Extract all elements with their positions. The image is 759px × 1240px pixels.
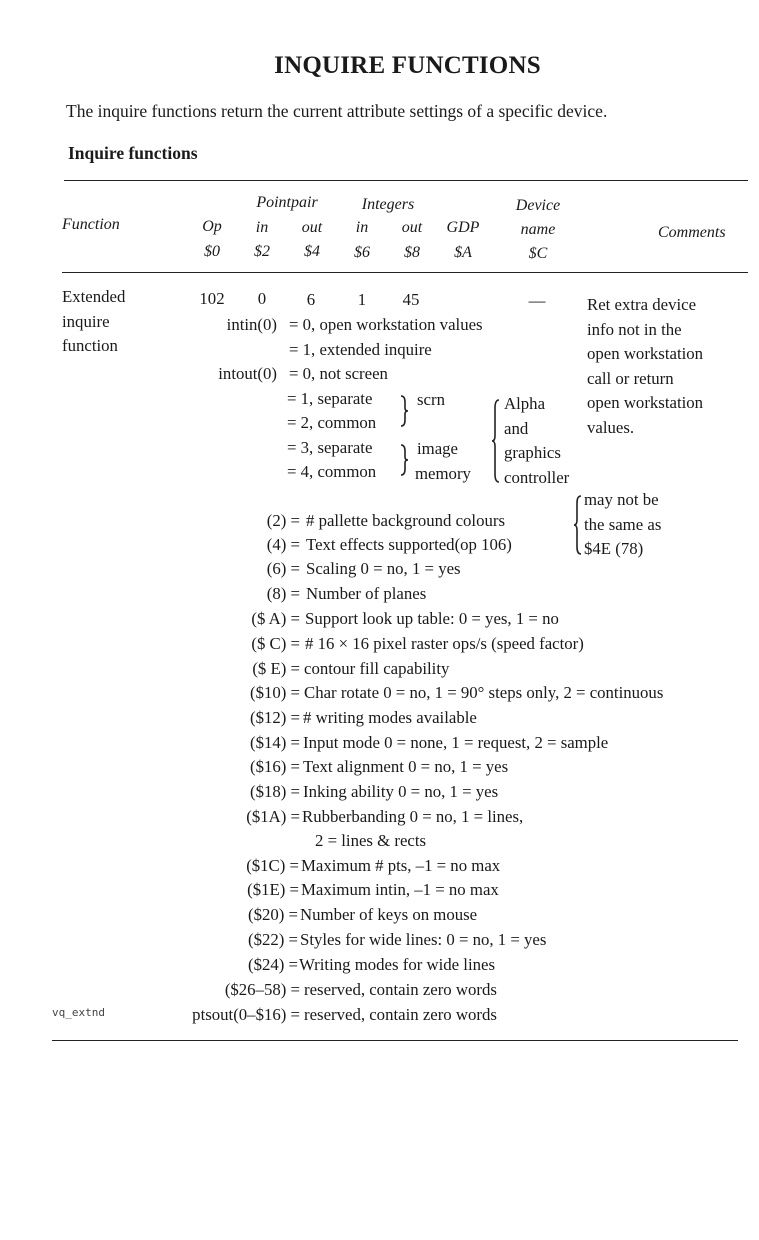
entry-label: ($16) = [249, 757, 300, 776]
int-in-value: 1 [357, 290, 367, 309]
header-pp-in: in [255, 219, 269, 236]
brace-scrn [398, 394, 410, 428]
entry-text: Maximum # pts, –1 = no max [301, 856, 501, 875]
header-function: Function [62, 216, 120, 233]
entry-text: # pallette background colours [306, 511, 505, 530]
may-not-note: may not be the same as $4E (78) [584, 490, 662, 558]
image-label: image [417, 439, 459, 458]
entry-label: ($22) = [247, 930, 298, 949]
intout-label: intout(0) [218, 364, 277, 383]
entry-text: # 16 × 16 pixel raster ops/s (speed factor) [305, 634, 584, 653]
entry-label: ($10) = [249, 683, 300, 702]
intro-text: The inquire functions return the current attribute settings of a specific device. [66, 101, 608, 121]
binding-name: vq_extnd [52, 1006, 105, 1019]
entry-label: (6) = [266, 559, 300, 578]
screen-opt-2: = 2, common [287, 413, 377, 432]
entry-text: reserved, contain zero words [304, 1005, 497, 1024]
header-int-out-hex: $8 [404, 244, 420, 261]
scrn-label: scrn [417, 390, 445, 409]
entry-label: ($14) = [249, 733, 300, 752]
header-bottom-rule [62, 272, 748, 273]
entry-label: ($12) = [249, 708, 300, 727]
entry-text: Input mode 0 = none, 1 = request, 2 = sample [303, 733, 609, 752]
entry-text: Text alignment 0 = no, 1 = yes [303, 757, 509, 776]
entry-text: Scaling 0 = no, 1 = yes [306, 559, 461, 578]
entry-text: Rubberbanding 0 = no, 1 = lines, [302, 807, 524, 826]
section-heading: Inquire functions [68, 143, 198, 163]
table-bottom-rule [52, 1040, 738, 1041]
entry-text: 2 = lines & rects [315, 831, 427, 850]
entry-label: (8) = [266, 584, 300, 603]
header-device-hex: $C [528, 245, 548, 262]
entry-text: Number of keys on mouse [300, 905, 478, 924]
entry-label: ($20) = [247, 905, 298, 924]
entry-text: Support look up table: 0 = yes, 1 = no [305, 609, 559, 628]
entry-label: ($ C) = [251, 634, 300, 653]
entry-text: Inking ability 0 = no, 1 = yes [303, 782, 499, 801]
brace-alpha [490, 398, 502, 484]
brace-image [398, 443, 410, 477]
entry-label: ($18) = [249, 782, 300, 801]
entry-label: ($ A) = [251, 609, 300, 628]
op-value: 102 [199, 289, 225, 308]
header-op-hex: $0 [204, 243, 220, 260]
header-device: Device [515, 197, 561, 214]
intin-line-0: = 0, open workstation values [289, 315, 483, 334]
header-pp-in-hex: $2 [254, 243, 270, 260]
header-pp-out-hex: $4 [304, 243, 320, 260]
header-gdp-hex: $A [454, 244, 472, 261]
pp-in-value: 0 [257, 289, 267, 308]
int-out-value: 45 [402, 290, 420, 309]
header-pointpair: Pointpair [256, 194, 318, 211]
alpha-graphics-label: Alpha and graphics controller [504, 394, 570, 487]
page-title: INQUIRE FUNCTIONS [274, 52, 541, 79]
entry-label: ($1C) = [246, 856, 299, 875]
entry-text: Text effects supported(op 106) [306, 535, 512, 554]
header-device-name: name [520, 221, 556, 238]
brace-may-not [572, 494, 584, 556]
entry-label: ptsout(0–$16) = [192, 1005, 300, 1024]
entry-label: ($1A) = [246, 807, 300, 826]
intin-label: intin(0) [226, 315, 277, 334]
device-name-value: — [528, 291, 546, 310]
header-int-out: out [401, 219, 423, 236]
entry-label: ($ E) = [252, 659, 300, 678]
header-op: Op [202, 218, 222, 235]
entry-text: # writing modes available [303, 708, 477, 727]
intin-line-1: = 1, extended inquire [289, 340, 432, 359]
entry-text: Char rotate 0 = no, 1 = 90° steps only, 2 = continuous [304, 683, 664, 702]
table-top-rule [64, 180, 748, 181]
entry-label: ($26–58) = [224, 980, 300, 999]
intout-line-0: = 0, not screen [289, 364, 388, 383]
header-comments: Comments [658, 224, 726, 241]
header-int-in: in [355, 219, 369, 236]
entry-text: Writing modes for wide lines [299, 955, 495, 974]
entry-label: ($1E) = [247, 880, 299, 899]
header-pp-out: out [301, 219, 323, 236]
entry-text: Styles for wide lines: 0 = no, 1 = yes [300, 930, 547, 949]
screen-opt-4: = 4, common [287, 462, 377, 481]
header-integers: Integers [361, 196, 415, 213]
pp-out-value: 6 [306, 290, 316, 309]
screen-opt-3: = 3, separate [287, 438, 373, 457]
entry-text: Maximum intin, –1 = no max [301, 880, 499, 899]
entry-text: contour fill capability [304, 659, 450, 678]
header-int-in-hex: $6 [354, 244, 370, 261]
entry-text: reserved, contain zero words [304, 980, 497, 999]
comments-value: Ret extra device info not in the open workstation call or return open workstation values. [587, 295, 704, 437]
memory-label: memory [415, 464, 471, 483]
function-name: Extended inquire function [62, 287, 126, 355]
header-gdp: GDP [446, 219, 480, 236]
entry-label: (4) = [266, 535, 300, 554]
entry-text: Number of planes [306, 584, 427, 603]
entry-label: (2) = [266, 511, 300, 530]
screen-opt-1: = 1, separate [287, 389, 373, 408]
entry-label: ($24) = [247, 955, 298, 974]
